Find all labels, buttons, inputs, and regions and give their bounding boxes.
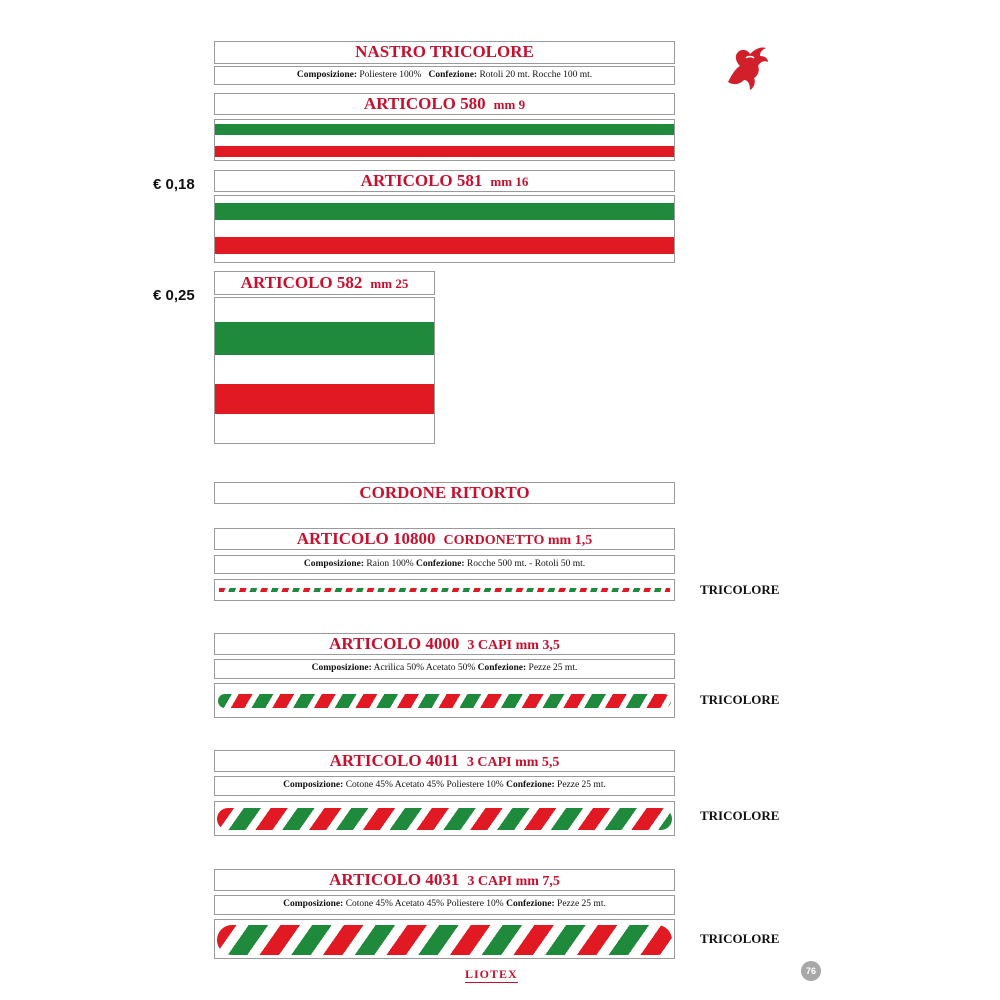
article-10800-header: [214, 528, 675, 550]
ribbon-green-stripe: [215, 322, 434, 355]
confezione-label: Confezione:: [477, 663, 527, 673]
confezione-value: Pezze 25 mt.: [557, 899, 606, 909]
page-number: 76: [801, 961, 821, 981]
article-4000-info: [214, 659, 675, 679]
confezione-value: Pezze 25 mt.: [528, 663, 578, 673]
article-580-header: [214, 93, 675, 115]
confezione-label: Confezione:: [416, 559, 465, 569]
article-4011-header: [214, 750, 675, 772]
confezione-label: Confezione:: [428, 70, 478, 80]
article-name: ARTICOLO 10800: [296, 529, 436, 548]
cord-4031-sample: [214, 919, 675, 959]
red-dragon-icon: [718, 38, 774, 94]
cord-10800-color-label: TRICOLORE: [700, 582, 780, 597]
cordone-title-box: [214, 482, 675, 504]
composizione-value: Raion 100%: [366, 559, 414, 569]
cordone-title: CORDONE RITORTO: [359, 483, 530, 502]
logo: [718, 38, 774, 94]
composizione-label: Composizione:: [283, 780, 344, 790]
ribbon-red-stripe: [215, 146, 674, 157]
article-4031-header: [214, 869, 675, 891]
article-4031-info: [214, 895, 675, 915]
composizione-label: Composizione:: [311, 663, 372, 673]
composizione-value: Acrilica 50% Acetato 50%: [373, 663, 476, 673]
confezione-value: Rotoli 20 mt. Rocche 100 mt.: [479, 70, 593, 80]
ribbon-581-sample: [214, 195, 675, 263]
composizione-value: Cotone 45% Acetato 45% Poliestere 10%: [345, 780, 504, 790]
confezione-value: Pezze 25 mt.: [557, 780, 606, 790]
cord-4000-color-label: TRICOLORE: [700, 692, 780, 707]
article-4011-info: [214, 776, 675, 796]
article-size: mm 9: [493, 97, 526, 112]
price-582: € 0,25: [153, 287, 195, 304]
article-size: mm 16: [490, 174, 529, 189]
confezione-value: Rocche 500 mt. - Rotoli 50 mt.: [466, 559, 586, 569]
composizione-label: Composizione:: [283, 899, 344, 909]
ribbon-red-stripe: [215, 237, 674, 254]
article-582-header: [214, 271, 435, 295]
ribbon-green-stripe: [215, 124, 674, 135]
composizione-label: Composizione:: [303, 559, 365, 569]
article-extra: 3 CAPI mm 7,5: [467, 874, 560, 889]
composizione-value: Cotone 45% Acetato 45% Poliestere 10%: [345, 899, 504, 909]
nastro-title-box: [214, 41, 675, 64]
composizione-label: Composizione:: [296, 70, 358, 80]
ribbon-green-stripe: [215, 203, 674, 220]
article-name: ARTICOLO 581: [360, 171, 483, 190]
price-581: € 0,18: [153, 176, 195, 193]
confezione-label: Confezione:: [506, 899, 555, 909]
brand-logo-text: LIOTEX: [465, 967, 518, 981]
cord-4031-color-label: TRICOLORE: [700, 931, 780, 946]
cord-10800-sample: [214, 579, 675, 601]
cord-4011-sample: [214, 801, 675, 836]
ribbon-580-sample: [214, 119, 675, 161]
article-name: ARTICOLO 4031: [329, 870, 460, 889]
article-name: ARTICOLO 4011: [329, 751, 459, 770]
ribbon-582-sample: [214, 297, 435, 444]
article-10800-info: [214, 555, 675, 574]
nastro-title: NASTRO TRICOLORE: [355, 42, 534, 61]
article-name: ARTICOLO 580: [363, 94, 486, 113]
article-extra: 3 CAPI mm 3,5: [467, 638, 560, 653]
article-name: ARTICOLO 582: [240, 273, 363, 292]
article-size: mm 25: [370, 276, 409, 291]
confezione-label: Confezione:: [506, 780, 555, 790]
article-name: ARTICOLO 4000: [329, 634, 460, 653]
article-extra: 3 CAPI mm 5,5: [466, 755, 560, 770]
nastro-info-box: [214, 66, 675, 85]
article-extra: CORDONETTO mm 1,5: [443, 533, 593, 548]
article-4000-header: [214, 633, 675, 655]
cord-4011-color-label: TRICOLORE: [700, 808, 780, 823]
ribbon-red-stripe: [215, 384, 434, 414]
article-581-header: [214, 170, 675, 192]
composizione-value: Poliestere 100%: [359, 70, 422, 80]
cord-4000-sample: [214, 683, 675, 718]
